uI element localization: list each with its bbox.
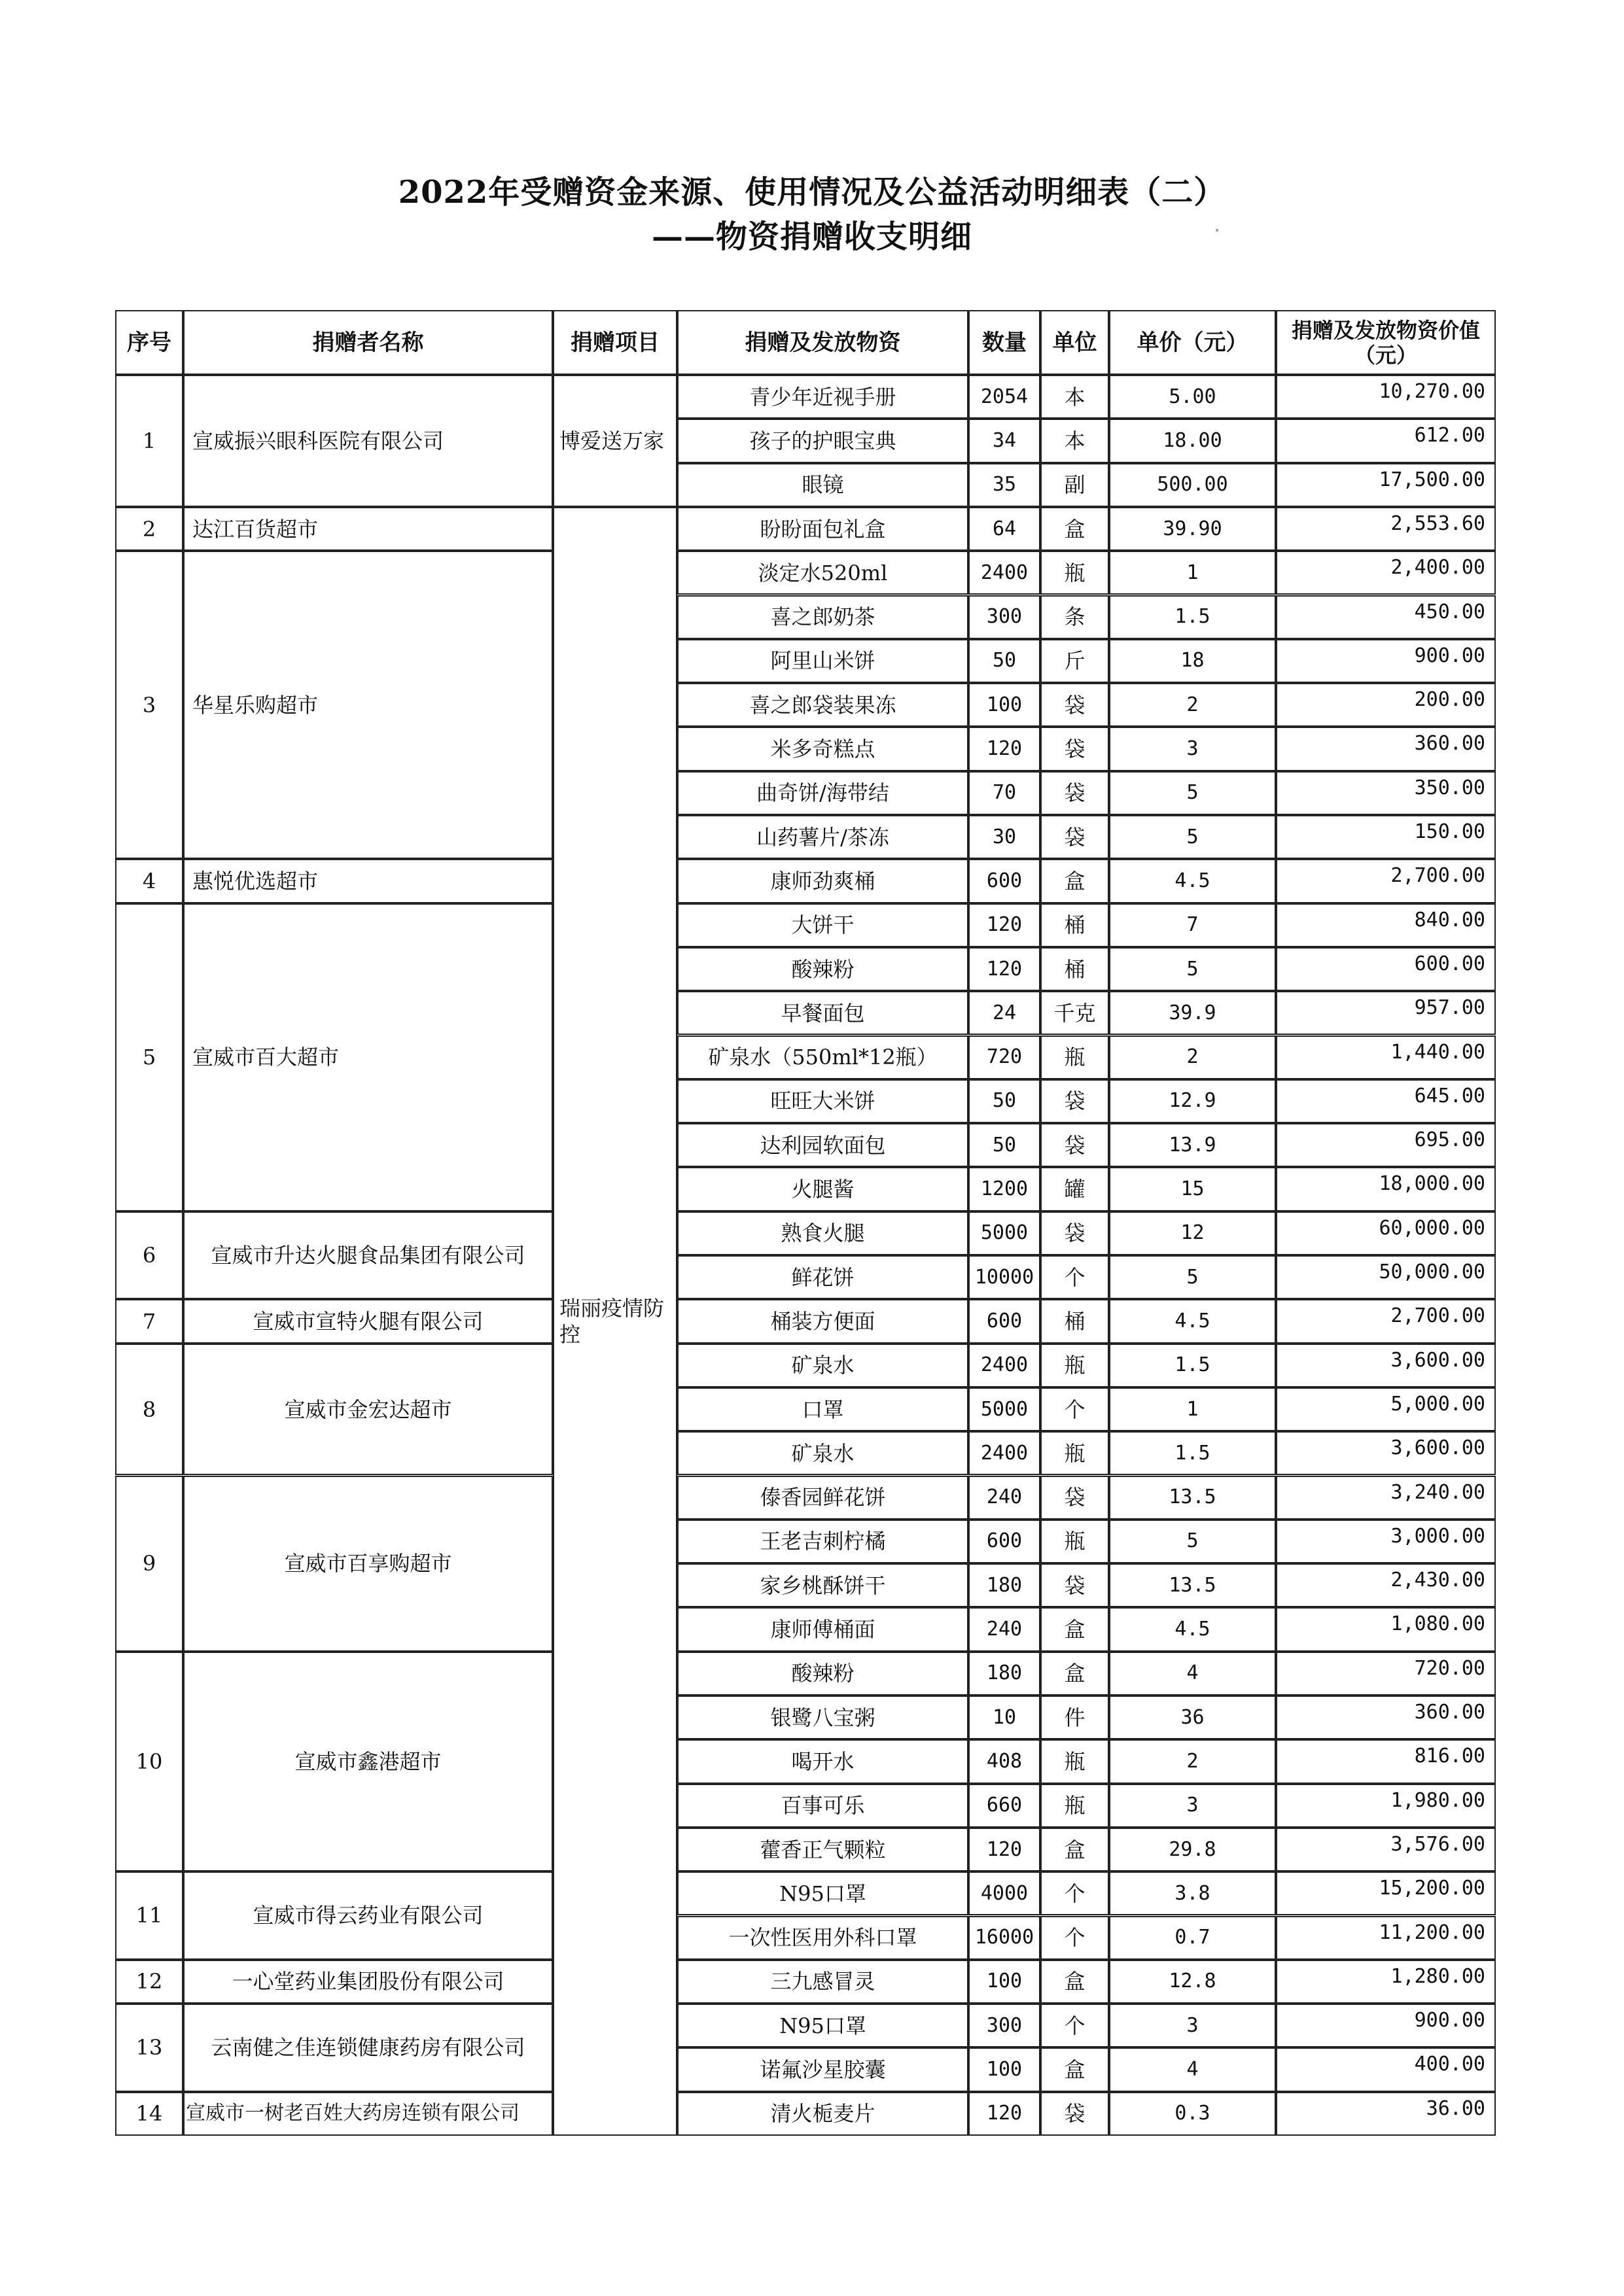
item-unit-price: 5 xyxy=(1109,815,1276,859)
donor-row-number: 9 xyxy=(115,1476,183,1652)
item-quantity: 4000 xyxy=(968,1871,1040,1915)
item-total-value: 695.00 xyxy=(1276,1123,1496,1167)
item-unit-price: 18 xyxy=(1109,639,1276,683)
donor-name: 宣威市金宏达超市 xyxy=(183,1344,553,1476)
item-unit-price: 13.5 xyxy=(1109,1563,1276,1607)
item-unit: 袋 xyxy=(1040,683,1109,727)
donor-row-number: 6 xyxy=(115,1211,183,1300)
item-name: 康师傅桶面 xyxy=(677,1607,968,1651)
item-total-value: 50,000.00 xyxy=(1276,1255,1496,1299)
item-name: 旺旺大米饼 xyxy=(677,1079,968,1123)
item-name: 银鹭八宝粥 xyxy=(677,1696,968,1739)
item-unit: 桶 xyxy=(1040,1299,1109,1343)
item-unit-price: 0.7 xyxy=(1109,1916,1276,1960)
item-unit: 瓶 xyxy=(1040,1035,1109,1079)
item-quantity: 30 xyxy=(968,815,1040,859)
item-unit: 瓶 xyxy=(1040,1520,1109,1563)
item-unit: 盒 xyxy=(1040,859,1109,903)
item-total-value: 2,430.00 xyxy=(1276,1563,1496,1607)
item-quantity: 100 xyxy=(968,1960,1040,2004)
item-total-value: 840.00 xyxy=(1276,903,1496,947)
item-quantity: 2400 xyxy=(968,1431,1040,1475)
item-quantity: 5000 xyxy=(968,1387,1040,1431)
donor-row-number: 12 xyxy=(115,1960,183,2004)
donor-row-number: 7 xyxy=(115,1299,183,1343)
item-unit: 个 xyxy=(1040,1255,1109,1299)
item-unit: 盒 xyxy=(1040,1960,1109,2004)
donor-row-number: 10 xyxy=(115,1652,183,1872)
item-total-value: 612.00 xyxy=(1276,419,1496,462)
item-quantity: 120 xyxy=(968,903,1040,947)
donor-row-number: 11 xyxy=(115,1871,183,1960)
item-quantity: 10000 xyxy=(968,1255,1040,1299)
donor-row-number: 8 xyxy=(115,1344,183,1476)
item-unit-price: 5.00 xyxy=(1109,375,1276,419)
item-unit: 袋 xyxy=(1040,1563,1109,1607)
item-unit-price: 12.9 xyxy=(1109,1079,1276,1123)
item-name: 一次性医用外科口罩 xyxy=(677,1916,968,1960)
item-total-value: 17,500.00 xyxy=(1276,463,1496,507)
item-name: 百事可乐 xyxy=(677,1784,968,1828)
item-name: 王老吉刺柠橘 xyxy=(677,1520,968,1563)
item-unit-price: 2 xyxy=(1109,1739,1276,1783)
item-unit-price: 5 xyxy=(1109,1255,1276,1299)
item-unit-price: 2 xyxy=(1109,683,1276,727)
item-unit-price: 3 xyxy=(1109,727,1276,771)
donor-name: 宣威市鑫港超市 xyxy=(183,1652,553,1872)
item-quantity: 120 xyxy=(968,947,1040,991)
item-quantity: 100 xyxy=(968,683,1040,727)
header-donor: 捐赠者名称 xyxy=(183,310,553,375)
header-value: 捐赠及发放物资价值（元） xyxy=(1276,310,1496,375)
item-name: 喝开水 xyxy=(677,1739,968,1783)
item-unit-price: 1 xyxy=(1109,1387,1276,1431)
item-quantity: 70 xyxy=(968,771,1040,815)
item-total-value: 2,553.60 xyxy=(1276,507,1496,551)
item-name: 达利园软面包 xyxy=(677,1123,968,1167)
item-total-value: 1,080.00 xyxy=(1276,1607,1496,1651)
item-quantity: 50 xyxy=(968,1079,1040,1123)
item-total-value: 957.00 xyxy=(1276,991,1496,1035)
item-total-value: 3,600.00 xyxy=(1276,1431,1496,1475)
item-quantity: 2400 xyxy=(968,1344,1040,1387)
header-unit: 单位 xyxy=(1040,310,1109,375)
item-unit: 袋 xyxy=(1040,1123,1109,1167)
item-total-value: 450.00 xyxy=(1276,595,1496,639)
item-quantity: 600 xyxy=(968,1299,1040,1343)
item-unit: 个 xyxy=(1040,1916,1109,1960)
item-quantity: 720 xyxy=(968,1035,1040,1079)
item-name: 米多奇糕点 xyxy=(677,727,968,771)
item-quantity: 600 xyxy=(968,859,1040,903)
item-quantity: 300 xyxy=(968,595,1040,639)
item-unit-price: 1.5 xyxy=(1109,1344,1276,1387)
item-total-value: 3,000.00 xyxy=(1276,1520,1496,1563)
item-unit-price: 12 xyxy=(1109,1211,1276,1255)
item-unit: 袋 xyxy=(1040,1079,1109,1123)
item-total-value: 400.00 xyxy=(1276,2047,1496,2091)
item-quantity: 50 xyxy=(968,1123,1040,1167)
item-unit-price: 15 xyxy=(1109,1167,1276,1211)
item-total-value: 36.00 xyxy=(1276,2092,1496,2136)
item-unit: 副 xyxy=(1040,463,1109,507)
item-unit-price: 18.00 xyxy=(1109,419,1276,462)
item-quantity: 2054 xyxy=(968,375,1040,419)
item-name: 喜之郎奶茶 xyxy=(677,595,968,639)
donor-name: 宣威振兴眼科医院有限公司 xyxy=(183,375,553,507)
item-unit-price: 4.5 xyxy=(1109,859,1276,903)
item-name: 矿泉水（550ml*12瓶） xyxy=(677,1035,968,1079)
donor-name: 宣威市百大超市 xyxy=(183,903,553,1211)
item-name: 傣香园鲜花饼 xyxy=(677,1476,968,1520)
item-unit: 斤 xyxy=(1040,639,1109,683)
item-unit-price: 3.8 xyxy=(1109,1871,1276,1915)
item-unit-price: 1 xyxy=(1109,551,1276,595)
item-unit: 个 xyxy=(1040,2004,1109,2047)
item-total-value: 1,280.00 xyxy=(1276,1960,1496,2004)
item-name: 矿泉水 xyxy=(677,1431,968,1475)
item-unit: 盒 xyxy=(1040,1607,1109,1651)
item-unit: 桶 xyxy=(1040,947,1109,991)
item-unit: 个 xyxy=(1040,1871,1109,1915)
item-name: 藿香正气颗粒 xyxy=(677,1828,968,1871)
item-total-value: 60,000.00 xyxy=(1276,1211,1496,1255)
donor-row-number: 13 xyxy=(115,2004,183,2092)
item-name: 大饼干 xyxy=(677,903,968,947)
item-quantity: 240 xyxy=(968,1476,1040,1520)
donor-name: 惠悦优选超市 xyxy=(183,859,553,903)
item-unit-price: 7 xyxy=(1109,903,1276,947)
item-quantity: 16000 xyxy=(968,1916,1040,1960)
item-unit: 千克 xyxy=(1040,991,1109,1035)
item-total-value: 645.00 xyxy=(1276,1079,1496,1123)
item-unit: 瓶 xyxy=(1040,1784,1109,1828)
header-item: 捐赠及发放物资 xyxy=(677,310,968,375)
header-project: 捐赠项目 xyxy=(553,310,677,375)
item-unit-price: 3 xyxy=(1109,2004,1276,2047)
item-unit: 瓶 xyxy=(1040,551,1109,595)
item-unit: 袋 xyxy=(1040,815,1109,859)
item-name: 口罩 xyxy=(677,1387,968,1431)
item-unit-price: 5 xyxy=(1109,1520,1276,1563)
item-name: 桶装方便面 xyxy=(677,1299,968,1343)
item-total-value: 3,600.00 xyxy=(1276,1344,1496,1387)
item-total-value: 360.00 xyxy=(1276,1696,1496,1739)
item-unit: 本 xyxy=(1040,375,1109,419)
item-name: 家乡桃酥饼干 xyxy=(677,1563,968,1607)
item-name: N95口罩 xyxy=(677,2004,968,2047)
item-name: 淡定水520ml xyxy=(677,551,968,595)
item-total-value: 150.00 xyxy=(1276,815,1496,859)
item-quantity: 408 xyxy=(968,1739,1040,1783)
item-name: 阿里山米饼 xyxy=(677,639,968,683)
item-quantity: 64 xyxy=(968,507,1040,551)
item-quantity: 120 xyxy=(968,2092,1040,2136)
document-subtitle: ——物资捐赠收支明细 xyxy=(651,218,972,255)
item-unit: 件 xyxy=(1040,1696,1109,1739)
item-unit-price: 13.5 xyxy=(1109,1476,1276,1520)
donor-name: 宣威市宣特火腿有限公司 xyxy=(183,1299,553,1343)
item-name: 清火栀麦片 xyxy=(677,2092,968,2136)
item-total-value: 900.00 xyxy=(1276,639,1496,683)
item-unit-price: 2 xyxy=(1109,1035,1276,1079)
item-total-value: 2,400.00 xyxy=(1276,551,1496,595)
item-name: 酸辣粉 xyxy=(677,1652,968,1696)
item-quantity: 660 xyxy=(968,1784,1040,1828)
item-unit-price: 4.5 xyxy=(1109,1607,1276,1651)
item-unit-price: 12.8 xyxy=(1109,1960,1276,2004)
item-unit-price: 4 xyxy=(1109,2047,1276,2091)
item-total-value: 18,000.00 xyxy=(1276,1167,1496,1211)
item-total-value: 2,700.00 xyxy=(1276,1299,1496,1343)
item-unit: 盒 xyxy=(1040,2047,1109,2091)
item-name: 曲奇饼/海带结 xyxy=(677,771,968,815)
item-name: 山药薯片/茶冻 xyxy=(677,815,968,859)
item-name: 三九感冒灵 xyxy=(677,1960,968,2004)
item-total-value: 3,240.00 xyxy=(1276,1476,1496,1520)
item-unit-price: 4.5 xyxy=(1109,1299,1276,1343)
item-total-value: 350.00 xyxy=(1276,771,1496,815)
item-name: 火腿酱 xyxy=(677,1167,968,1211)
item-unit-price: 29.8 xyxy=(1109,1828,1276,1871)
donor-name: 宣威市百享购超市 xyxy=(183,1476,553,1652)
item-unit-price: 39.90 xyxy=(1109,507,1276,551)
item-unit-price: 0.3 xyxy=(1109,2092,1276,2136)
item-total-value: 200.00 xyxy=(1276,683,1496,727)
item-name: 孩子的护眼宝典 xyxy=(677,419,968,462)
document-title: 2022年受赠资金来源、使用情况及公益活动明细表（二） xyxy=(398,174,1226,211)
item-quantity: 2400 xyxy=(968,551,1040,595)
item-unit: 瓶 xyxy=(1040,1739,1109,1783)
item-quantity: 5000 xyxy=(968,1211,1040,1255)
item-quantity: 120 xyxy=(968,727,1040,771)
item-total-value: 360.00 xyxy=(1276,727,1496,771)
item-unit-price: 1.5 xyxy=(1109,595,1276,639)
donation-table xyxy=(115,310,1496,2125)
item-unit: 盒 xyxy=(1040,507,1109,551)
item-unit-price: 5 xyxy=(1109,771,1276,815)
item-unit: 袋 xyxy=(1040,1476,1109,1520)
item-name: 酸辣粉 xyxy=(677,947,968,991)
item-name: 诺氟沙星胶囊 xyxy=(677,2047,968,2091)
item-total-value: 11,200.00 xyxy=(1276,1916,1496,1960)
item-quantity: 180 xyxy=(968,1563,1040,1607)
item-unit-price: 1.5 xyxy=(1109,1431,1276,1475)
donor-name: 宣威市得云药业有限公司 xyxy=(183,1871,553,1960)
item-quantity: 100 xyxy=(968,2047,1040,2091)
scan-speck xyxy=(1216,229,1218,232)
item-total-value: 3,576.00 xyxy=(1276,1828,1496,1871)
item-unit: 本 xyxy=(1040,419,1109,462)
item-total-value: 5,000.00 xyxy=(1276,1387,1496,1431)
item-total-value: 816.00 xyxy=(1276,1739,1496,1783)
item-quantity: 10 xyxy=(968,1696,1040,1739)
item-quantity: 180 xyxy=(968,1652,1040,1696)
item-quantity: 24 xyxy=(968,991,1040,1035)
item-unit: 袋 xyxy=(1040,1211,1109,1255)
item-quantity: 50 xyxy=(968,639,1040,683)
item-unit-price: 500.00 xyxy=(1109,463,1276,507)
item-name: 早餐面包 xyxy=(677,991,968,1035)
item-total-value: 1,440.00 xyxy=(1276,1035,1496,1079)
item-name: 鲜花饼 xyxy=(677,1255,968,1299)
item-unit: 盒 xyxy=(1040,1652,1109,1696)
item-unit: 桶 xyxy=(1040,903,1109,947)
item-unit: 个 xyxy=(1040,1387,1109,1431)
item-unit: 罐 xyxy=(1040,1167,1109,1211)
item-unit-price: 4 xyxy=(1109,1652,1276,1696)
item-unit: 瓶 xyxy=(1040,1431,1109,1475)
donor-name: 一心堂药业集团股份有限公司 xyxy=(183,1960,553,2004)
item-name: 喜之郎袋装果冻 xyxy=(677,683,968,727)
item-total-value: 10,270.00 xyxy=(1276,375,1496,419)
item-quantity: 300 xyxy=(968,2004,1040,2047)
donor-row-number: 2 xyxy=(115,507,183,551)
item-unit-price: 5 xyxy=(1109,947,1276,991)
item-name: 康师劲爽桶 xyxy=(677,859,968,903)
donor-row-number: 4 xyxy=(115,859,183,903)
donor-name: 宣威市升达火腿食品集团有限公司 xyxy=(183,1211,553,1300)
donation-project: 瑞丽疫情防控 xyxy=(553,507,677,2136)
item-unit: 条 xyxy=(1040,595,1109,639)
item-name: 眼镜 xyxy=(677,463,968,507)
header-qty: 数量 xyxy=(968,310,1040,375)
donor-row-number: 3 xyxy=(115,551,183,859)
item-total-value: 900.00 xyxy=(1276,2004,1496,2047)
item-name: 盼盼面包礼盒 xyxy=(677,507,968,551)
donor-row-number: 14 xyxy=(115,2092,183,2136)
item-total-value: 2,700.00 xyxy=(1276,859,1496,903)
item-quantity: 35 xyxy=(968,463,1040,507)
donor-row-number: 1 xyxy=(115,375,183,507)
item-name: 熟食火腿 xyxy=(677,1211,968,1255)
item-quantity: 240 xyxy=(968,1607,1040,1651)
item-unit: 袋 xyxy=(1040,771,1109,815)
header-price: 单价（元） xyxy=(1109,310,1276,375)
item-unit-price: 13.9 xyxy=(1109,1123,1276,1167)
donor-row-number: 5 xyxy=(115,903,183,1211)
item-unit: 盒 xyxy=(1040,1828,1109,1871)
item-unit-price: 39.9 xyxy=(1109,991,1276,1035)
donor-name: 云南健之佳连锁健康药房有限公司 xyxy=(183,2004,553,2092)
donation-project: 博爱送万家 xyxy=(553,375,677,507)
item-total-value: 15,200.00 xyxy=(1276,1871,1496,1915)
item-unit-price: 36 xyxy=(1109,1696,1276,1739)
item-name: 矿泉水 xyxy=(677,1344,968,1387)
item-quantity: 1200 xyxy=(968,1167,1040,1211)
item-name: N95口罩 xyxy=(677,1871,968,1915)
header-no: 序号 xyxy=(115,310,183,375)
item-quantity: 600 xyxy=(968,1520,1040,1563)
item-unit-price: 3 xyxy=(1109,1784,1276,1828)
donor-name: 华星乐购超市 xyxy=(183,551,553,859)
donor-name: 宣威市一树老百姓大药房连锁有限公司 xyxy=(183,2092,553,2136)
item-total-value: 720.00 xyxy=(1276,1652,1496,1696)
donor-name: 达江百货超市 xyxy=(183,507,553,551)
item-unit: 袋 xyxy=(1040,727,1109,771)
item-quantity: 120 xyxy=(968,1828,1040,1871)
item-unit: 瓶 xyxy=(1040,1344,1109,1387)
item-name: 青少年近视手册 xyxy=(677,375,968,419)
item-total-value: 600.00 xyxy=(1276,947,1496,991)
item-quantity: 34 xyxy=(968,419,1040,462)
item-total-value: 1,980.00 xyxy=(1276,1784,1496,1828)
item-unit: 袋 xyxy=(1040,2092,1109,2136)
